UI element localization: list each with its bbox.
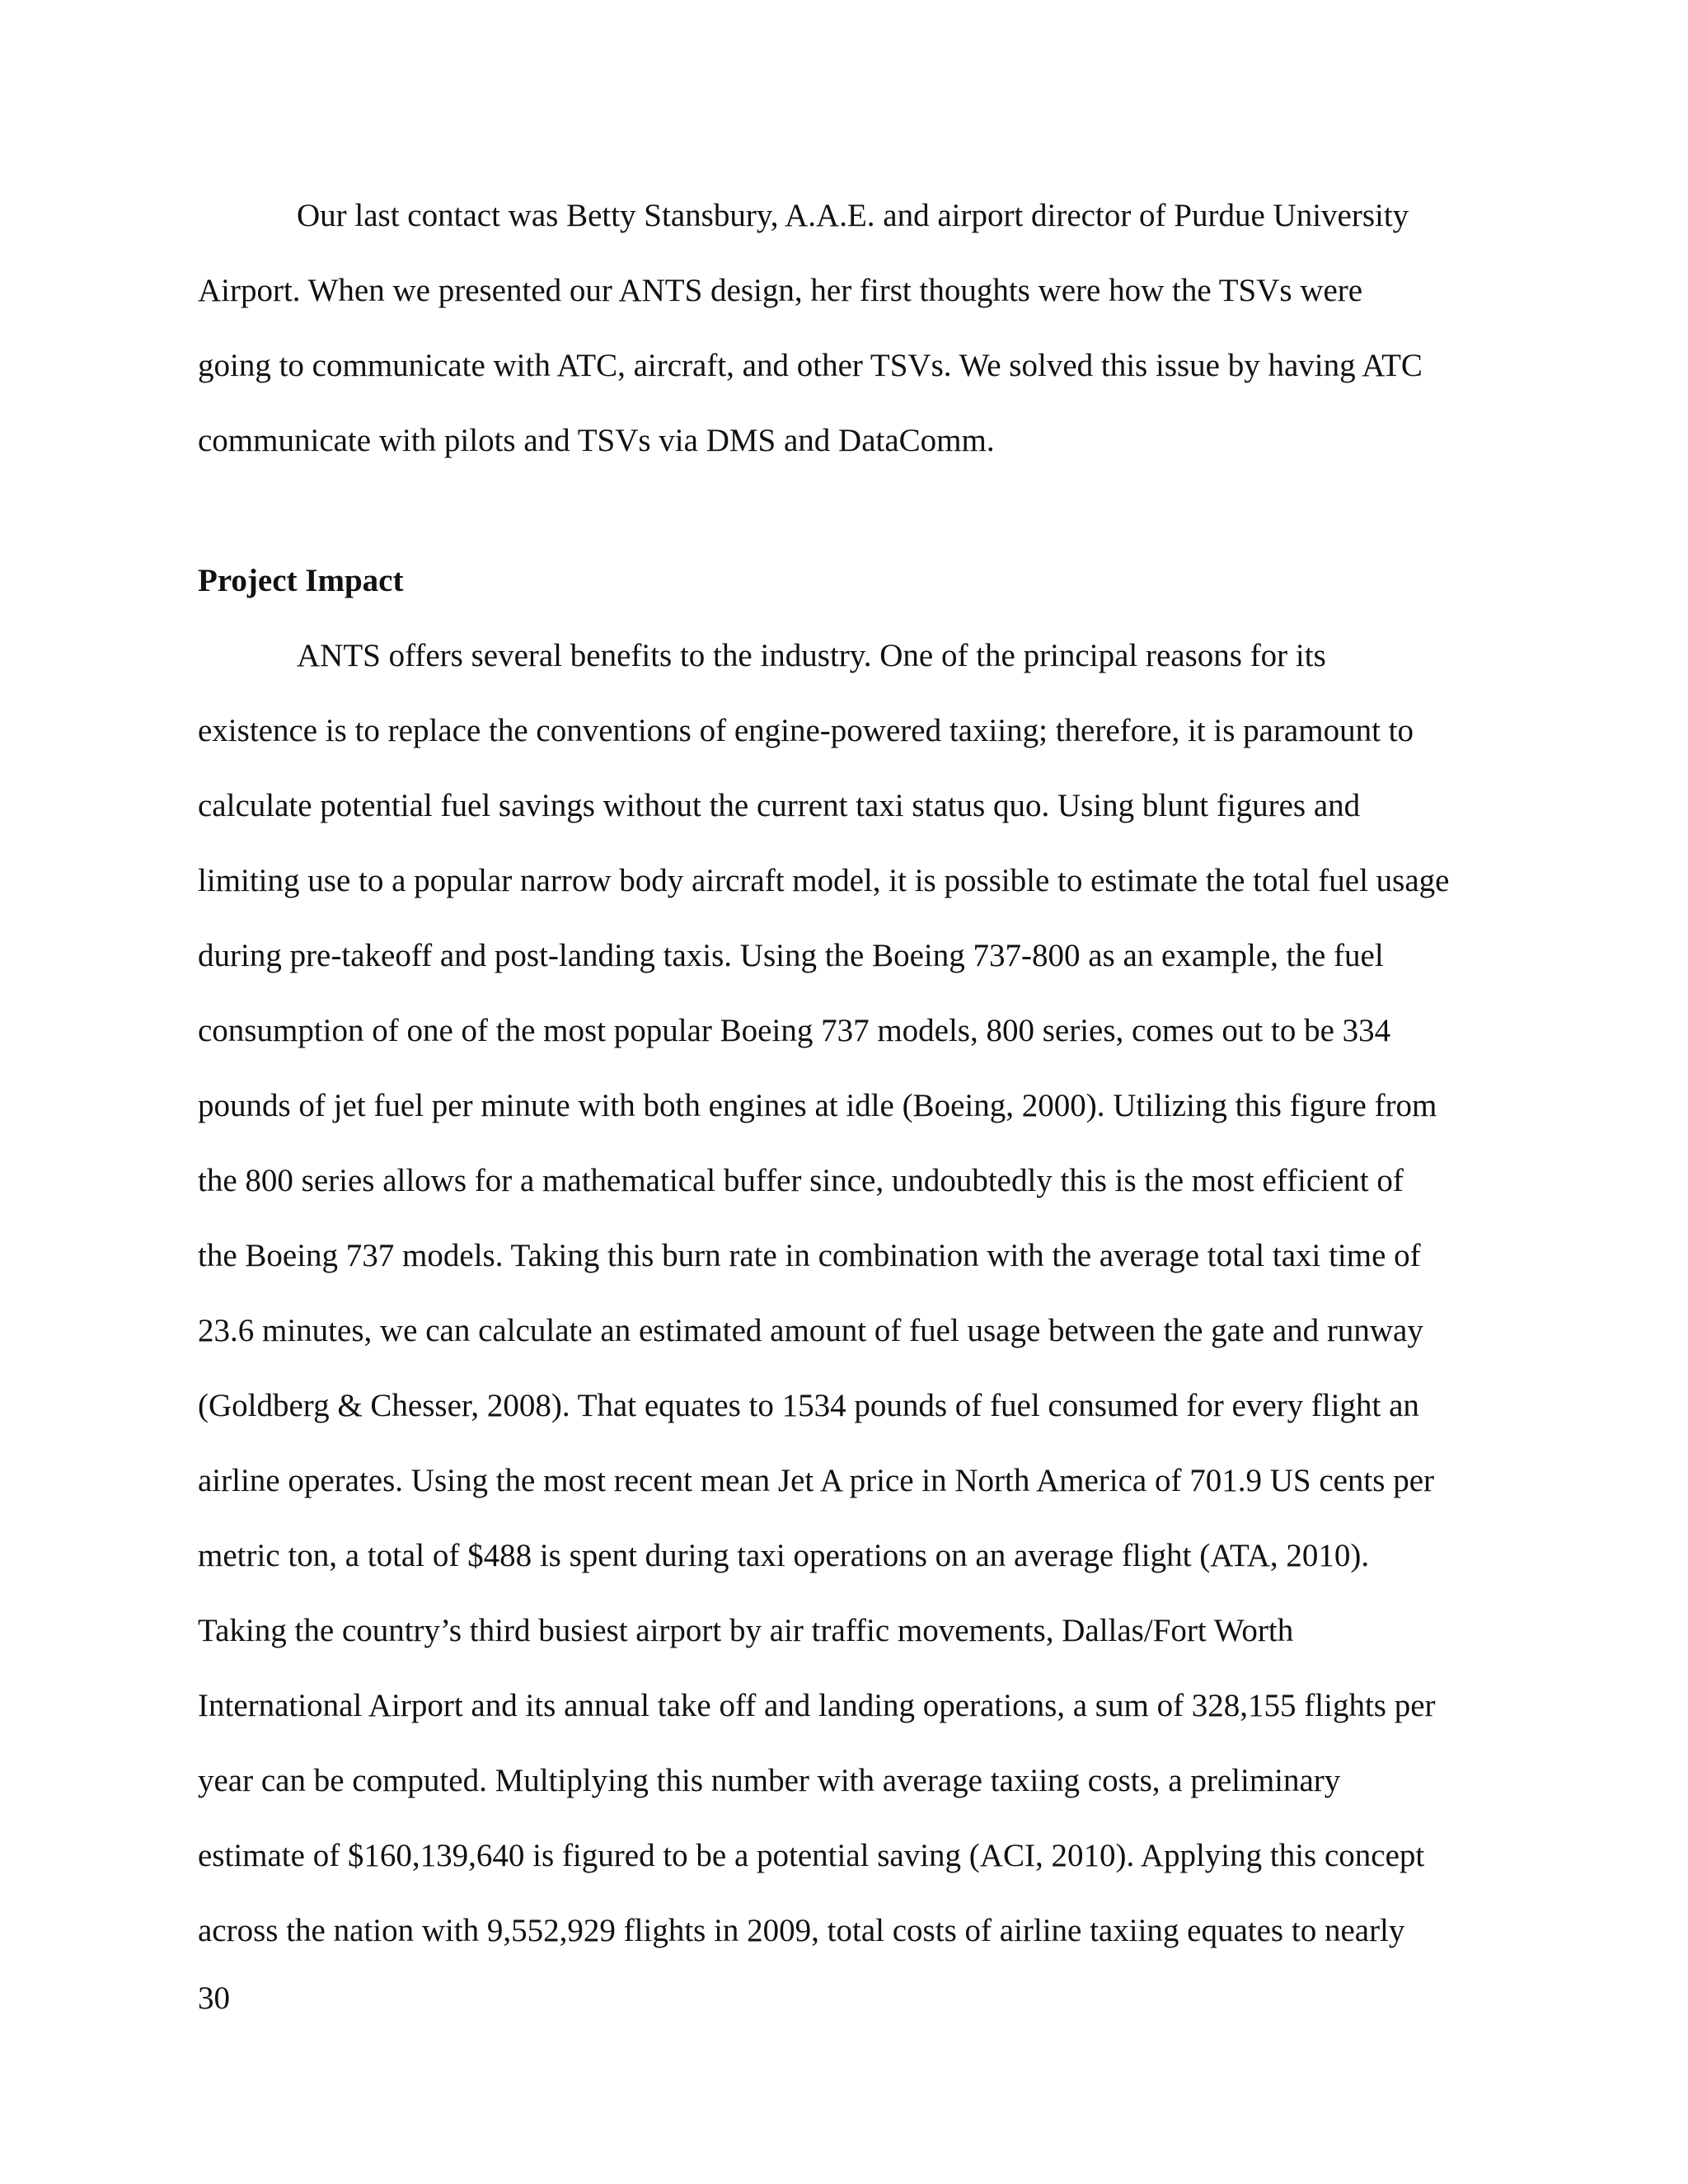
paragraph-line: Taking the country’s third busiest airport by air traffic movements, Dallas/Fort Worth [198,1613,1294,1648]
paragraph-line: consumption of one of the most popular Boeing 737 models, 800 series, comes out to be 334 [198,1013,1391,1048]
section-heading: Project Impact [198,563,404,598]
page-number: 30 [198,1980,230,2016]
paragraph-line: International Airport and its annual take off and landing operations, a sum of 328,155 flights per [198,1688,1436,1723]
paragraph-line: communicate with pilots and TSVs via DMS and DataComm. [198,423,995,458]
paragraph-line: estimate of $160,139,640 is figured to be a potential saving (ACI, 2010). Applying this concept [198,1838,1425,1873]
paragraph-line: Airport. When we presented our ANTS design, her first thoughts were how the TSVs were [198,273,1363,308]
paragraph-line: limiting use to a popular narrow body aircraft model, it is possible to estimate the total fuel usage [198,863,1450,898]
paragraph-line: 23.6 minutes, we can calculate an estimated amount of fuel usage between the gate and runway [198,1313,1423,1348]
paragraph-line: the Boeing 737 models. Taking this burn rate in combination with the average total taxi time of [198,1238,1421,1273]
paragraph-line: across the nation with 9,552,929 flights in 2009, total costs of airline taxiing equates to nearly [198,1913,1405,1948]
paragraph-line: during pre-takeoff and post-landing taxis. Using the Boeing 737-800 as an example, the fuel [198,938,1384,973]
paragraph-line: the 800 series allows for a mathematical buffer since, undoubtedly this is the most efficient of [198,1163,1404,1198]
paragraph-line: calculate potential fuel savings without the current taxi status quo. Using blunt figures and [198,788,1361,823]
paragraph-line: going to communicate with ATC, aircraft, and other TSVs. We solved this issue by having ATC [198,348,1423,383]
paragraph-line: metric ton, a total of $488 is spent during taxi operations on an average flight (ATA, 2010). [198,1538,1370,1573]
paragraph-line: airline operates. Using the most recent mean Jet A price in North America of 701.9 US cents per [198,1463,1434,1498]
paragraph-line: year can be computed. Multiplying this number with average taxiing costs, a preliminary [198,1763,1341,1798]
paragraph-line: Our last contact was Betty Stansbury, A.A.E. and airport director of Purdue University [297,198,1409,233]
paragraph-line: ANTS offers several benefits to the industry. One of the principal reasons for its [297,638,1326,673]
paragraph-line: (Goldberg & Chesser, 2008). That equates to 1534 pounds of fuel consumed for every flight an [198,1388,1419,1423]
paragraph-line: pounds of jet fuel per minute with both engines at idle (Boeing, 2000). Utilizing this figure from [198,1088,1437,1123]
paragraph-line: existence is to replace the conventions of engine-powered taxiing; therefore, it is paramount to [198,713,1414,748]
